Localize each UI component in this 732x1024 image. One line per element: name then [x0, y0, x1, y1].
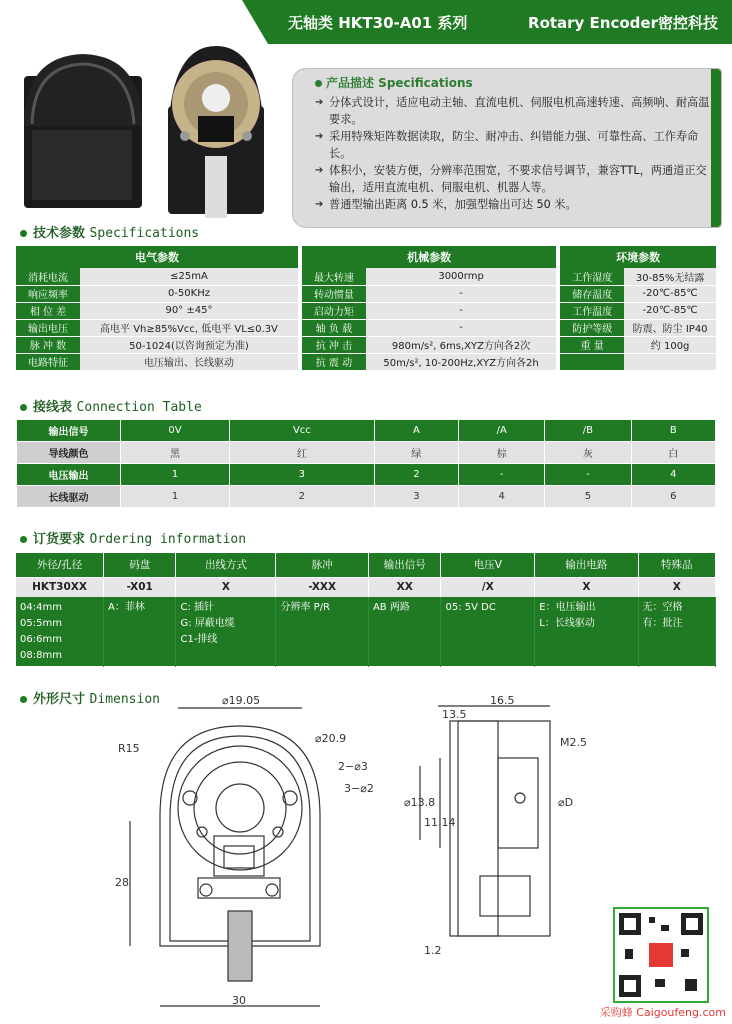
page-header	[268, 0, 732, 44]
header-title-right: Rotary Encoder密控科技	[528, 13, 718, 32]
bullet-icon	[20, 230, 27, 237]
encoder-open-photo	[168, 46, 264, 218]
dimension-title-en: Dimension	[89, 692, 160, 707]
tech-value: 90° ±45°	[80, 302, 298, 319]
tech-value: 3000rmp	[366, 268, 556, 285]
order-code: HKT30XX	[16, 577, 104, 597]
dim-label-w: 30	[232, 994, 246, 1007]
description-line: ➔ 体积小，安装方便，分辨率范围宽，不要求信号调节，兼容TTL，两通道正交输出，适用直流电机、伺服电机、机器人等。	[315, 162, 711, 196]
tech-value: -	[366, 285, 556, 302]
dim-label-h: 28	[115, 876, 129, 889]
conn-cell: /A	[459, 420, 545, 442]
bullet-icon	[20, 536, 27, 543]
conn-cell: 黑	[121, 442, 230, 464]
order-code: X	[638, 577, 716, 597]
conn-cell: 1	[121, 464, 230, 486]
bullet-icon	[20, 404, 27, 411]
tech-value	[624, 353, 716, 370]
order-header: 输出信号	[368, 553, 441, 577]
tech-row	[16, 353, 716, 370]
order-header: 输出电路	[535, 553, 638, 577]
tech-label: 轴 负 载	[302, 319, 366, 336]
order-header: 外径/孔径	[16, 553, 104, 577]
tech-label: 相 位 差	[16, 302, 80, 319]
order-option: A：菲林	[104, 597, 176, 667]
tech-header-mechanical: 机械参数	[302, 246, 556, 268]
conn-label: 导线颜色	[17, 442, 121, 464]
dim-label-r: R15	[118, 742, 140, 755]
tech-label: 抗 冲 击	[302, 336, 366, 353]
tech-value: 0-50KHz	[80, 285, 298, 302]
conn-label: 电压输出	[17, 464, 121, 486]
conn-cell: 4	[459, 486, 545, 508]
dim-label-d1: ⌀19.05	[222, 696, 261, 707]
conn-cell: 3	[230, 464, 375, 486]
conn-row	[17, 420, 716, 442]
description-line: ➔ 普通型输出距离 0.5 米，加强型输出可达 50 米。	[315, 196, 711, 213]
tech-value: 约 100g	[624, 336, 716, 353]
tech-label: 响应频率	[16, 285, 80, 302]
order-header: 出线方式	[176, 553, 276, 577]
conn-row	[17, 464, 716, 486]
tech-value: -20℃-85℃	[624, 285, 716, 302]
tech-value: -	[366, 302, 556, 319]
tech-value: 30-85%无结露	[624, 268, 716, 285]
dim-label-d4: 11.14	[424, 816, 456, 829]
tech-label: 工作湿度	[560, 268, 624, 285]
tech-label: 输出电压	[16, 319, 80, 336]
conn-title-en: Connection Table	[76, 400, 202, 415]
tech-value: 电压输出、长线驱动	[80, 353, 298, 370]
dim-label-s3: 1.2	[424, 944, 442, 957]
tech-label: 消耗电流	[16, 268, 80, 285]
order-code: -X01	[104, 577, 176, 597]
tech-title-en: Specifications	[89, 226, 200, 241]
conn-cell: 棕	[459, 442, 545, 464]
dim-label-d2: ⌀20.9	[315, 732, 347, 745]
conn-label: 输出信号	[17, 420, 121, 442]
dim-label-m: M2.5	[560, 736, 587, 749]
order-option: 04:4mm 05:5mm 06:6mm 08:8mm	[16, 597, 104, 667]
conn-cell: 3	[374, 486, 458, 508]
tech-label	[560, 353, 624, 370]
conn-cell: 1	[121, 486, 230, 508]
qr-code	[613, 907, 709, 1003]
order-option: 无：空格 有：批注	[638, 597, 716, 667]
description-line: ➔ 分体式设计，适应电动主轴、直流电机、伺服电机高速转速、高频响、耐高温要求。	[315, 94, 711, 128]
order-option: 分辨率 P/R	[276, 597, 368, 667]
tech-label: 启动力矩	[302, 302, 366, 319]
description-title-text: 产品描述 Specifications	[326, 76, 473, 90]
order-option: 05: 5V DC	[441, 597, 535, 667]
order-code: -XXX	[276, 577, 368, 597]
tech-title-cn: 技术参数	[33, 226, 86, 241]
product-photos	[20, 46, 290, 218]
order-code: /X	[441, 577, 535, 597]
order-option: E：电压输出 L：长线驱动	[535, 597, 638, 667]
dim-label-d3: ⌀13.8	[404, 796, 436, 809]
conn-label: 长线驱动	[17, 486, 121, 508]
bullet-icon	[315, 80, 322, 87]
conn-cell: Vcc	[230, 420, 375, 442]
tech-row	[16, 336, 716, 353]
tech-label: 电路特征	[16, 353, 80, 370]
conn-row	[17, 486, 716, 508]
ordering-table	[16, 553, 716, 666]
conn-cell: -	[545, 464, 631, 486]
conn-cell: 2	[374, 464, 458, 486]
conn-cell: 绿	[374, 442, 458, 464]
order-header: 特殊品	[638, 553, 716, 577]
header-title-left: 无轴类 HKT30-A01 系列	[288, 13, 468, 32]
order-section-title	[20, 528, 246, 547]
tech-label: 工作温度	[560, 302, 624, 319]
order-code: XX	[368, 577, 441, 597]
order-title-en: Ordering information	[89, 532, 247, 547]
tech-header-environment: 环境参数	[560, 246, 716, 268]
conn-row	[17, 442, 716, 464]
product-description	[292, 68, 722, 228]
tech-value: 防震、防尘 IP40	[624, 319, 716, 336]
conn-cell: 5	[545, 486, 631, 508]
conn-cell: -	[459, 464, 545, 486]
encoder-cover-photo	[24, 54, 142, 208]
order-header: 电压V	[441, 553, 535, 577]
front-view	[130, 708, 320, 1006]
tech-row	[16, 319, 716, 336]
dimension-title-cn: 外形尺寸	[33, 692, 86, 707]
description-line: ➔ 采用特殊矩阵数据读取，防尘、耐冲击、纠错能力强、可靠性高、工作寿命长。	[315, 128, 711, 162]
conn-cell: A	[374, 420, 458, 442]
order-code: X	[535, 577, 638, 597]
tech-value: 高电平 Vh≥85%Vcc, 低电平 VL≤0.3V	[80, 319, 298, 336]
tech-row	[16, 302, 716, 319]
tech-table	[16, 246, 716, 371]
conn-cell: 灰	[545, 442, 631, 464]
tech-value: 50-1024(以咨询预定为准)	[80, 336, 298, 353]
conn-cell: 2	[230, 486, 375, 508]
tech-label: 最大转速	[302, 268, 366, 285]
tech-header-electrical: 电气参数	[16, 246, 298, 268]
tech-label: 防护等级	[560, 319, 624, 336]
dim-label-h1: 2−⌀3	[338, 760, 368, 773]
tech-row	[16, 268, 716, 285]
conn-cell: 红	[230, 442, 375, 464]
tech-value: 50m/s², 10-200Hz,XYZ方向各2h	[366, 353, 556, 370]
dim-label-s2: 13.5	[442, 708, 467, 721]
tech-value: -	[366, 319, 556, 336]
connection-table	[16, 419, 716, 508]
conn-cell: B	[631, 420, 716, 442]
conn-cell: 0V	[121, 420, 230, 442]
conn-title-cn: 接线表	[33, 400, 73, 415]
conn-section-title	[20, 396, 202, 415]
description-title	[315, 75, 711, 92]
conn-cell: 白	[631, 442, 716, 464]
tech-label: 抗 震 动	[302, 353, 366, 370]
tech-value: -20℃-85℃	[624, 302, 716, 319]
conn-cell: 6	[631, 486, 716, 508]
tech-value: ≤25mA	[80, 268, 298, 285]
dim-label-h2: 3−⌀2	[344, 782, 374, 795]
dim-label-s1: 16.5	[490, 696, 515, 707]
order-option: AB 两路	[368, 597, 441, 667]
tech-section-title	[20, 222, 199, 241]
tech-label: 重 量	[560, 336, 624, 353]
tech-label: 脉 冲 数	[16, 336, 80, 353]
dim-label-d5: ⌀D	[558, 796, 574, 809]
order-option: C: 插针 G: 屏蔽电缆 C1-排线	[176, 597, 276, 667]
order-header: 脉冲	[276, 553, 368, 577]
tech-label: 储存温度	[560, 285, 624, 302]
tech-row	[16, 285, 716, 302]
conn-cell: /B	[545, 420, 631, 442]
tech-value: 980m/s², 6ms,XYZ方向各2次	[366, 336, 556, 353]
order-code: X	[176, 577, 276, 597]
description-side-bar	[711, 69, 721, 227]
site-credit: 采购蜂 Caigoufeng.com	[599, 1006, 726, 1019]
order-header: 码盘	[104, 553, 176, 577]
tech-label: 转动惯量	[302, 285, 366, 302]
order-title-cn: 订货要求	[33, 532, 86, 547]
conn-cell: 4	[631, 464, 716, 486]
